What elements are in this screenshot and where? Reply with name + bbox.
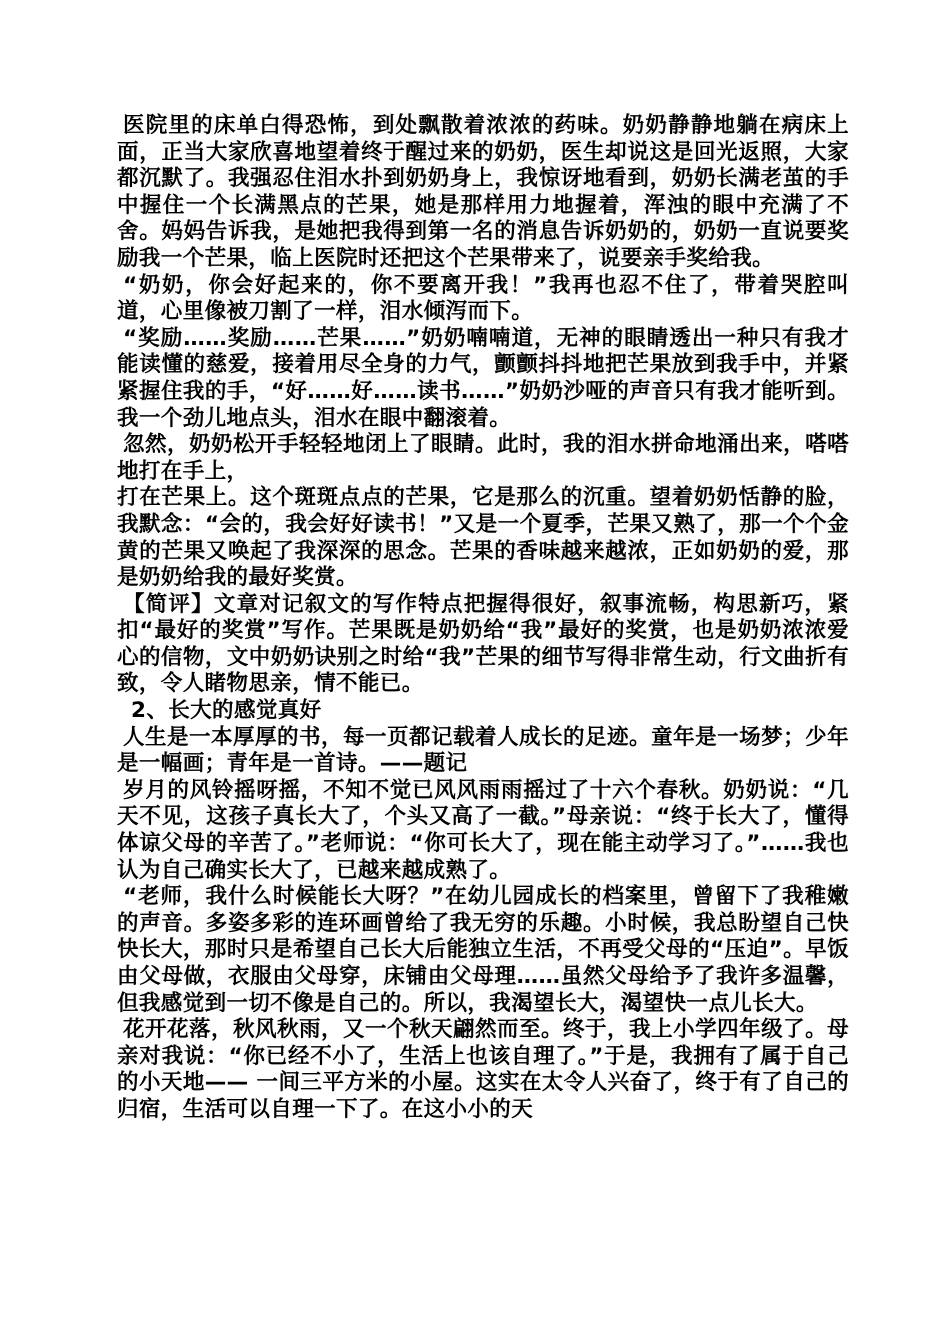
paragraph-hospital-scene: 医院里的床单白得恐怖，到处飘散着浓浓的药味。奶奶静静地躺在病床上面，正当大家欣喜地望着终于醒过来的奶奶，医生却说这是回光返照，大家都沉默了。我强忍住泪水扑到奶奶身上，我惊讶地看到，奶奶长满老茧的手中握住一个长满黑点的芒果，她是那样用力地握着，浑浊的眼中充满了不舍。妈妈告诉我，是她把我得到第一名的消息告诉奶奶的，奶奶一直说要奖励我一个芒果，临上医院时还把这个芒果带来了，说要亲手奖给我。 — [117, 113, 849, 271]
paragraph-dont-leave-me: “奶奶，你会好起来的，你不要离开我！”我再也忍不住了，带着哭腔叫道，心里像被刀割了一样，泪水倾泻而下。 — [117, 272, 849, 325]
paragraph-fourth-grade: 花开花落，秋风秋雨，又一个秋天翩然而至。终于，我上小学四年级了。母亲对我说：“你已经不小了，生活上也该自理了。”于是，我拥有了属于自己的小天地—— 一间三平方米的小屋。这实在太令人兴奋了，终于有了自己的归宿，生活可以自理一下了。在这小小的天 — [117, 1017, 849, 1122]
section-heading: 2、长大的感觉真好 — [131, 698, 322, 724]
paragraph-eyes-closed: 忽然，奶奶松开手轻轻地闭上了眼睛。此时，我的泪水拼命地涌出来，嗒嗒地打在手上， — [117, 432, 849, 484]
paragraph-best-reward: 打在芒果上。这个斑斑点点的芒果，它是那么的沉重。望着奶奶恬静的脸，我默念：“会的，我会好好读书！”又是一个夏季，芒果又熟了，那一个个金黄的芒果又唤起了我深深的思念。芒果的香味越来越浓，正如奶奶的爱，那是奶奶给我的最好奖赏。 — [117, 485, 849, 591]
paragraph-reward-mango: “奖励……奖励……芒果……”奶奶喃喃道，无神的眼睛透出一种只有我才能读懂的慈爱，接着用尽全身的力气，颤颤抖抖地把芒果放到我手中，并紧紧握住我的手，“好……好……读书……”奶奶沙哑的声音只有我才能听到。我一个劲儿地点头，泪水在眼中翻滚着。 — [117, 325, 849, 431]
document-page — [117, 113, 849, 1124]
paragraph-kindergarten: “老师，我什么时候能长大呀？”在幼儿园成长的档案里，曾留下了我稚嫩的声音。多姿多彩的连环画曾给了我无穷的乐趣。小时候，我总盼望自己快快长大，那时只是希望自己长大后能独立生活，不再受父母的“压迫”。早饭由父母做，衣服由父母穿，床铺由父母理……虽然父母给予了我许多温馨，但我感觉到一切不像是自己的。所以，我渴望长大，渴望快一点儿长大。 — [117, 884, 849, 1016]
paragraph-commentary: 【简评】文章对记叙文的写作特点把握得很好，叙事流畅，构思新巧，紧扣“最好的奖赏”写作。芒果既是奶奶给“我”最好的奖赏，也是奶奶浓浓爱心的信物，文中奶奶诀别之时给“我”芒果的细节写得非常生动，行文曲折有致，令人睹物思亲，情不能已。 — [117, 591, 849, 697]
paragraph-epigraph: 人生是一本厚厚的书，每一页都记载着人成长的足迹。童年是一场梦；少年是一幅画；青年是一首诗。——题记 — [117, 724, 849, 777]
paragraph-sixteen-autumns: 岁月的风铃摇呀摇，不知不觉已风风雨雨摇过了十六个春秋。奶奶说：“几天不见，这孩子真长大了，个头又高了一截。”母亲说：“终于长大了，懂得体谅父母的辛苦了。”老师说：“你可长大了，现在能主动学习了。”……我也认为自己确实长大了，已越来越成熟了。 — [117, 777, 849, 883]
